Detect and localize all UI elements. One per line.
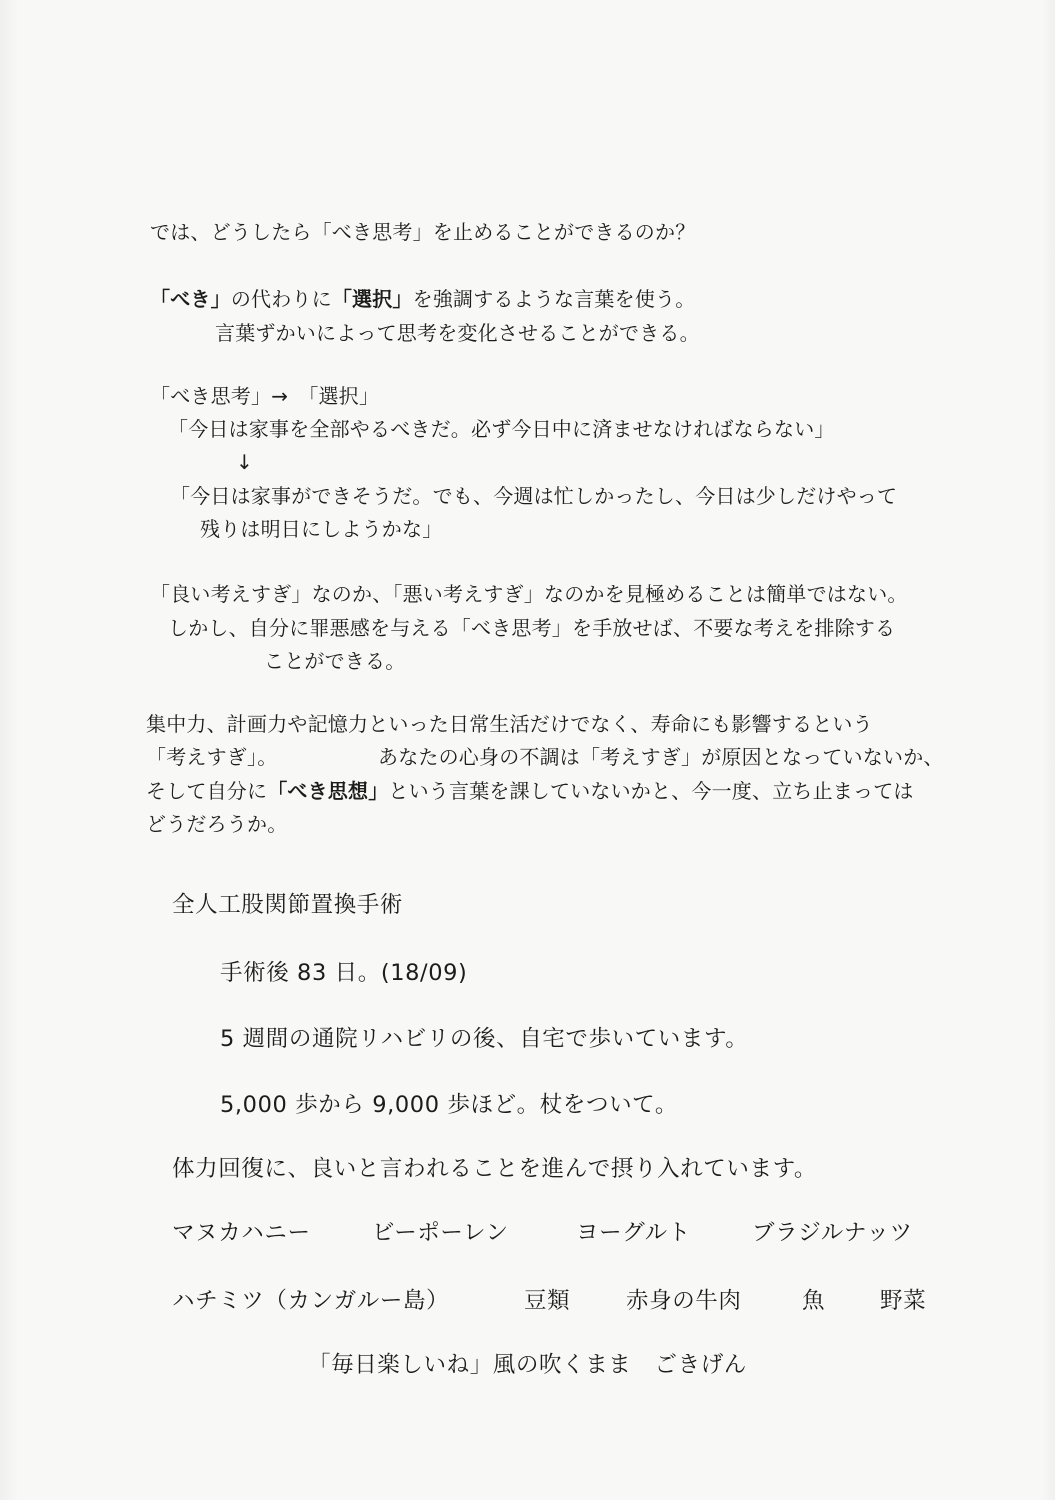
advice-end: を強調するような言葉を使う。 <box>412 287 696 311</box>
food-item: ビーポーレン <box>372 1220 509 1246</box>
food-item: 豆類 <box>524 1288 571 1314</box>
bold-beki-shisou: 「べき思想」 <box>267 779 389 803</box>
days-after-surgery: 手術後 83 日。(18/09) <box>220 960 468 986</box>
food-item: 魚 <box>802 1288 826 1314</box>
rehab-line: 5 週間の通院リハビリの後、自宅で歩いています。 <box>220 1026 749 1052</box>
steps-line: 5,000 歩から 9,000 歩ほど。杖をついて。 <box>220 1092 678 1118</box>
example-after-2: 残りは明日にしようかな」 <box>200 517 443 541</box>
down-arrow: ↓ <box>236 450 253 474</box>
advice-mid: の代わりに <box>230 287 332 311</box>
advice-line <box>150 286 695 312</box>
question-line: では、どうしたら「べき思考」を止めることができるのか？ <box>150 220 696 244</box>
para5-line-3c: という言葉を課していないかと、今一度、立ち止まっては <box>388 779 914 803</box>
food-item: マヌカハニー <box>172 1220 311 1246</box>
para4-line-1: 「良い考えすぎ」なのか、「悪い考えすぎ」なのかを見極めることは簡単ではない。 <box>150 582 908 606</box>
food-item: 赤身の牛肉 <box>626 1288 742 1314</box>
surgery-title: 全人工股関節置換手術 <box>172 892 404 918</box>
para5-line-3a: そして自分に <box>146 779 268 803</box>
bold-sentaku: 「選択」 <box>331 287 413 311</box>
bold-beki: 「べき」 <box>150 287 231 311</box>
food-item: 野菜 <box>880 1288 927 1314</box>
example-after-1: 「今日は家事ができそうだ。でも、今週は忙しかったし、今日は少しだけやって <box>170 484 898 508</box>
closing-line: 「毎日楽しいね」風の吹くまま ごきげん <box>308 1352 747 1378</box>
food-item: ブラジルナッツ <box>752 1220 913 1246</box>
para5-line-1: 集中力、計画力や記憶力といった日常生活だけでなく、寿命にも影響するという <box>146 712 873 736</box>
para5-line-2a: 「考えすぎ」。 <box>146 745 278 769</box>
para5-line-4: どうだろうか。 <box>146 812 288 836</box>
advice-line-2: 言葉ずかいによって思考を変化させることができる。 <box>215 321 700 345</box>
para5-line-2b: あなたの心身の不調は「考えすぎ」が原因となっていないか、 <box>378 745 944 769</box>
recovery-line: 体力回復に、良いと言われることを進んで摂り入れています。 <box>172 1156 818 1182</box>
para4-line-2: しかし、自分に罪悪感を与える「べき思考」を手放せば、不要な考えを排除する <box>168 616 896 640</box>
food-item: ハチミツ（カンガルー島） <box>172 1288 450 1314</box>
example-before: 「今日は家事を全部やるべきだ。必ず今日中に済ませなければならない」 <box>168 417 835 441</box>
para5-line-3 <box>146 778 914 804</box>
food-item: ヨーグルト <box>576 1220 691 1246</box>
example-heading: 「べき思考」→ 「選択」 <box>150 384 380 408</box>
para4-line-3: ことができる。 <box>264 649 406 673</box>
